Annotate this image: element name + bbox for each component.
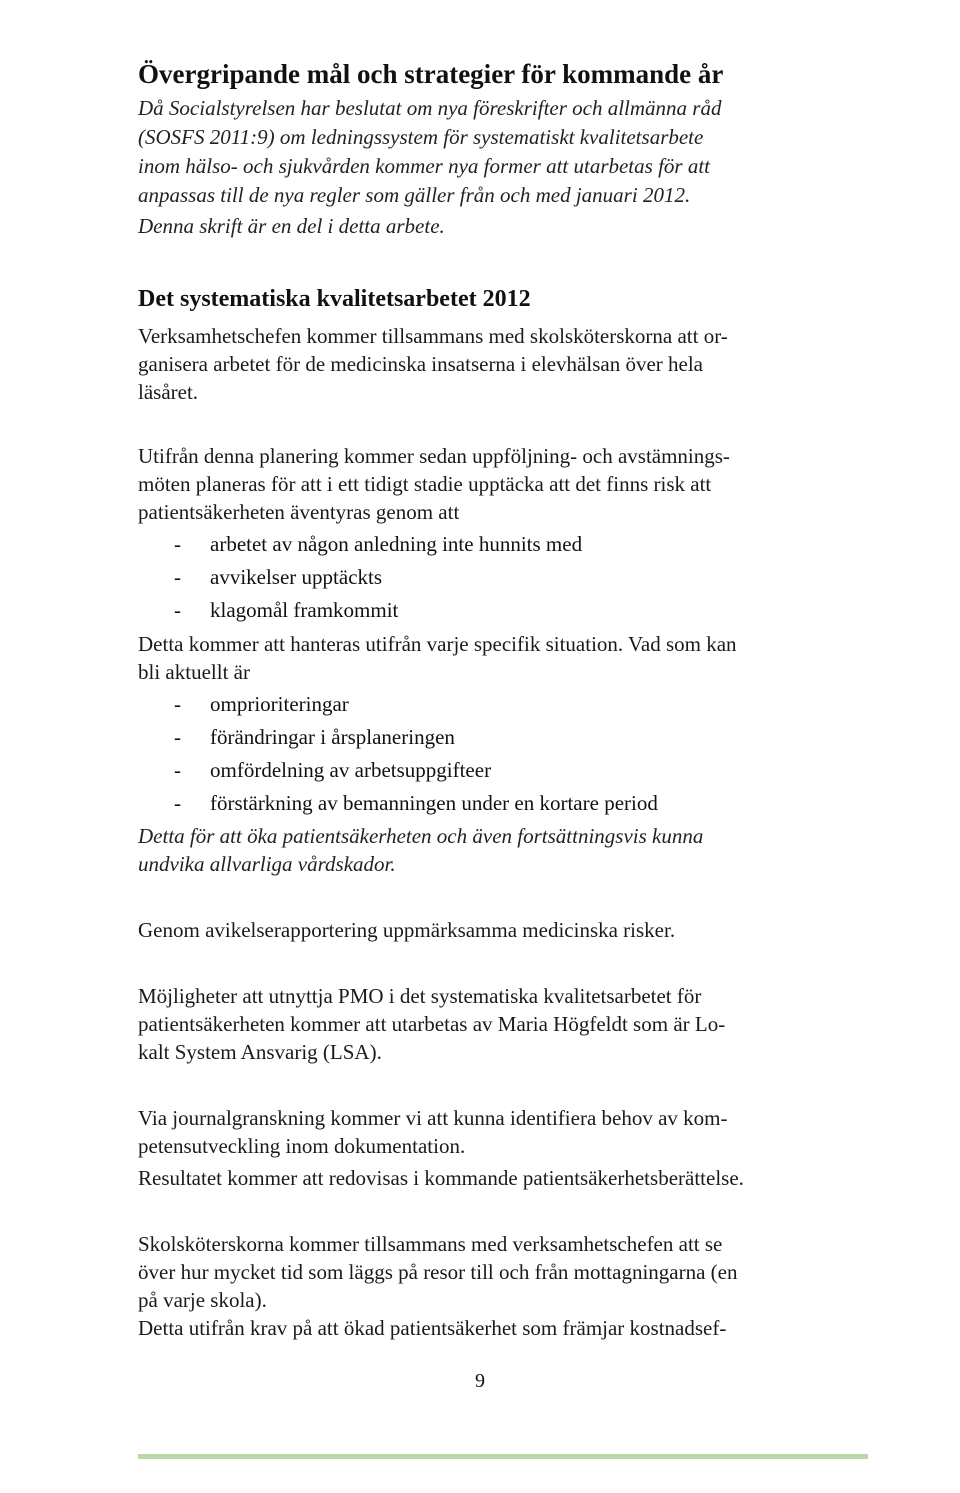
- paragraph-2: [138, 442, 838, 526]
- text-line: patientsäkerheten kommer att utarbetas av Maria Högfeldt som är Lo-: [138, 1012, 726, 1036]
- text-line: petensutveckling inom dokumentation.: [138, 1134, 466, 1158]
- list-item: [138, 594, 838, 627]
- paragraph-1: [138, 322, 838, 406]
- heading-block: [138, 58, 838, 90]
- intro-line: Denna skrift är en del i detta arbete.: [138, 214, 445, 238]
- list-item-text: klagomål framkommit: [210, 598, 399, 622]
- list-item-text: omprioriteringar: [210, 692, 349, 716]
- list-item-text: avvikelser upptäckts: [210, 565, 383, 589]
- risk-list: [138, 528, 838, 627]
- paragraph-7: [138, 1164, 858, 1192]
- paragraph-3: [138, 630, 838, 686]
- text-line: Detta kommer att hanteras utifrån varje specifik situation. Vad som kan: [138, 632, 737, 656]
- list-item-text: förändringar i årsplaneringen: [210, 725, 455, 749]
- list-item: [138, 688, 838, 721]
- list-item: [138, 561, 838, 594]
- text-line: ganisera arbetet för de medicinska insatserna i elevhälsan över hela: [138, 352, 704, 376]
- dash-marker: -: [174, 725, 181, 749]
- dash-marker: -: [174, 692, 181, 716]
- text-line: Detta för att öka patientsäkerheten och även fortsättningsvis kunna: [138, 824, 704, 848]
- text-line: patientsäkerheten äventyras genom att: [138, 500, 460, 524]
- text-line: Möjligheter att utnyttja PMO i det systematiska kvalitetsarbetet för: [138, 984, 702, 1008]
- text-line: Skolsköterskorna kommer tillsammans med verksamhetschefen att se: [138, 1232, 723, 1256]
- paragraph-8: [138, 1230, 838, 1314]
- text-line: undvika allvarliga vårdskador.: [138, 852, 396, 876]
- italic-note: [138, 822, 838, 878]
- text-line: på varje skola).: [138, 1288, 267, 1312]
- dash-marker: -: [174, 532, 181, 556]
- dash-marker: -: [174, 758, 181, 782]
- text-line: över hur mycket tid som läggs på resor till och från mottagningarna (en: [138, 1260, 738, 1284]
- dash-marker: -: [174, 565, 181, 589]
- subheading-block: [138, 284, 838, 314]
- section-heading: Det systematiska kvalitetsarbetet 2012: [138, 286, 531, 312]
- text-line: möten planeras för att i ett tidigt stadie upptäcka att det finns risk att: [138, 472, 712, 496]
- list-item: [138, 721, 838, 754]
- measures-list: [138, 688, 838, 820]
- text-line: Genom avikelserapportering uppmärksamma medicinska risker.: [138, 918, 676, 942]
- paragraph-6: [138, 1104, 838, 1160]
- text-line: Detta utifrån krav på att ökad patientsäkerhet som främjar kostnadsef-: [138, 1316, 727, 1340]
- text-line: Verksamhetschefen kommer tillsammans med skolsköterskorna att or-: [138, 324, 728, 348]
- footer-rule: [138, 1454, 868, 1459]
- list-item: [138, 787, 838, 820]
- intro-line: Då Socialstyrelsen har beslutat om nya föreskrifter och allmänna råd: [138, 96, 722, 120]
- text-line: bli aktuellt är: [138, 660, 250, 684]
- paragraph-4: [138, 916, 838, 944]
- list-item-text: omfördelning av arbetsuppgifteer: [210, 758, 492, 782]
- paragraph-5: [138, 982, 838, 1066]
- list-item-text: arbetet av någon anledning inte hunnits med: [210, 532, 583, 556]
- text-line: Resultatet kommer att redovisas i kommande patientsäkerhetsberättelse.: [138, 1166, 744, 1190]
- text-line: Via journalgranskning kommer vi att kunna identifiera behov av kom-: [138, 1106, 728, 1130]
- dash-marker: -: [174, 791, 181, 815]
- dash-marker: -: [174, 598, 181, 622]
- intro-line: anpassas till de nya regler som gäller från och med januari 2012.: [138, 183, 691, 207]
- paragraph-9: [138, 1314, 838, 1342]
- list-item: [138, 528, 838, 561]
- text-line: Utifrån denna planering kommer sedan uppföljning- och avstämnings-: [138, 444, 730, 468]
- main-heading: Övergripande mål och strategier för kommande år: [138, 59, 724, 89]
- text-line: läsåret.: [138, 380, 199, 404]
- list-item-text: förstärkning av bemanningen under en kortare period: [210, 791, 658, 815]
- intro-line: (SOSFS 2011:9) om ledningssystem för systematiskt kvalitetsarbete: [138, 125, 704, 149]
- page-number: 9: [475, 1370, 485, 1392]
- list-item: [138, 754, 838, 787]
- text-line: kalt System Ansvarig (LSA).: [138, 1040, 382, 1064]
- intro-paragraph: [138, 94, 838, 241]
- intro-line: inom hälso- och sjukvården kommer nya former att utarbetas för att: [138, 154, 710, 178]
